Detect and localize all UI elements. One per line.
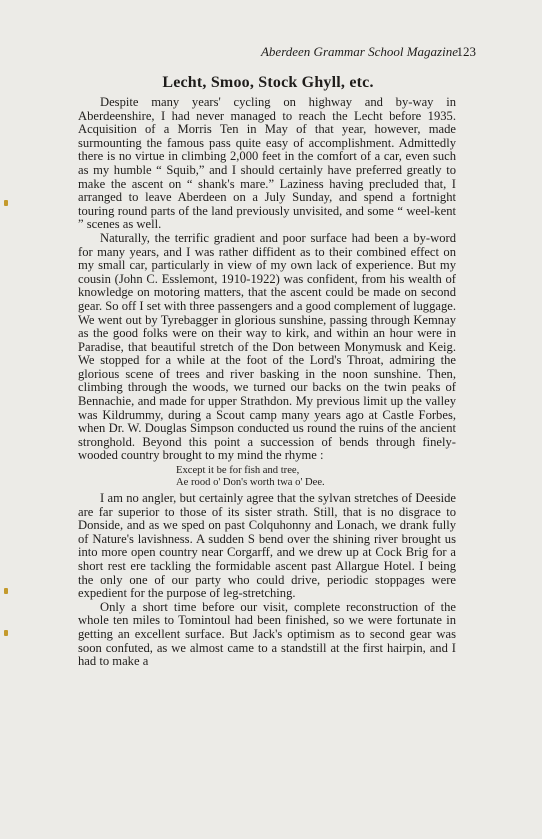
paragraph: Only a short time before our visit, complete reconstruction of the whole ten miles to Tomintoul had been finished, so we were fortunate in getting an excellent surface. But Jack's optimism as to second gear was soon confuted, as we almost came to a standstill at the first hairpin, and I had to make a [78,599,456,669]
rhyme-quote [176,465,456,489]
article-body [78,96,456,669]
paragraph: I am no angler, but certainly agree that the sylvan stretches of Deeside are far superior to those of its sister strath. Still, that is no disgrace to Donside, and as we sped on past Colquhonny and Lonach, we drank fully of Nature's lavishness. A sudden S bend over the shining river brought us into more open country near Corgarff, and we drew up at Cock Brig for a short rest ere tackling the formidable ascent past Allargue Hotel. I being the only one of our party who could drive, periodic stoppages were expedient for the purpose of leg-stretching. [78,491,456,601]
page-number: 123 [456,44,476,59]
article-title: Lecht, Smoo, Stock Ghyll, etc. [162,74,374,91]
rhyme-line: Ae rood o' Don's worth twa o' Dee. [176,477,325,489]
paragraph: Naturally, the terrific gradient and poor surface had been a by-word for many years, and I was rather diffident as to their combined effect on my small car, particularly in view of my own lack of experience. But my cousin (John C. Esslemont, 1910-1922) was confident, from his wealth of knowledge on motoring matters, that the ascent could be made on second gear. So off I set with three passengers and a good complement of luggage. We went out by Tyrebagger in glorious sunshine, passing through Kemnay as the good folks were on their way to kirk, and within an hour were in Paradise, that beautiful stretch of the Don between Monymusk and Keig. We stopped for a while at the foot of the Lord's Throat, admiring the glorious scene of trees and river basking in the noon sunshine. Then, climbing through the woods, we turned our backs on the twin peaks of Bennachie, and made for upper Strathdon. My previous limit up the valley was Kildrummy, during a Scout camp many years ago at Castle Forbes, when Dr. W. Douglas Simpson conducted us round the ruins of the ancient stronghold. Beyond this point a succession of bends through finely-wooded country brought to my mind the rhyme : [78,230,456,463]
running-title: Aberdeen Grammar School Magazine [260,44,458,59]
rhyme-line: Except it be for fish and tree, [176,465,300,477]
binding-mark [4,630,8,636]
binding-mark [4,200,8,206]
paragraph: Despite many years' cycling on highway and by-way in Aberdeenshire, I had never managed to reach the Lecht before 1935. Acquisition of a Morris Ten in May of that year, however, made surmounting the famous pass quite easy of accomplishment. Admittedly there is no virtue in climbing 2,000 feet in the comfort of a car, even such as my humble “ Squib,” and I should certainly have preferred greatly to make the ascent on “ shank's mare.” Laziness having precluded that, I arranged to leave Aberdeen on a July Sunday, and spend a fortnight touring round parts of the land previously unvisited, and some “ weel-kent ” scenes as well. [78,95,456,232]
binding-mark [4,588,8,594]
